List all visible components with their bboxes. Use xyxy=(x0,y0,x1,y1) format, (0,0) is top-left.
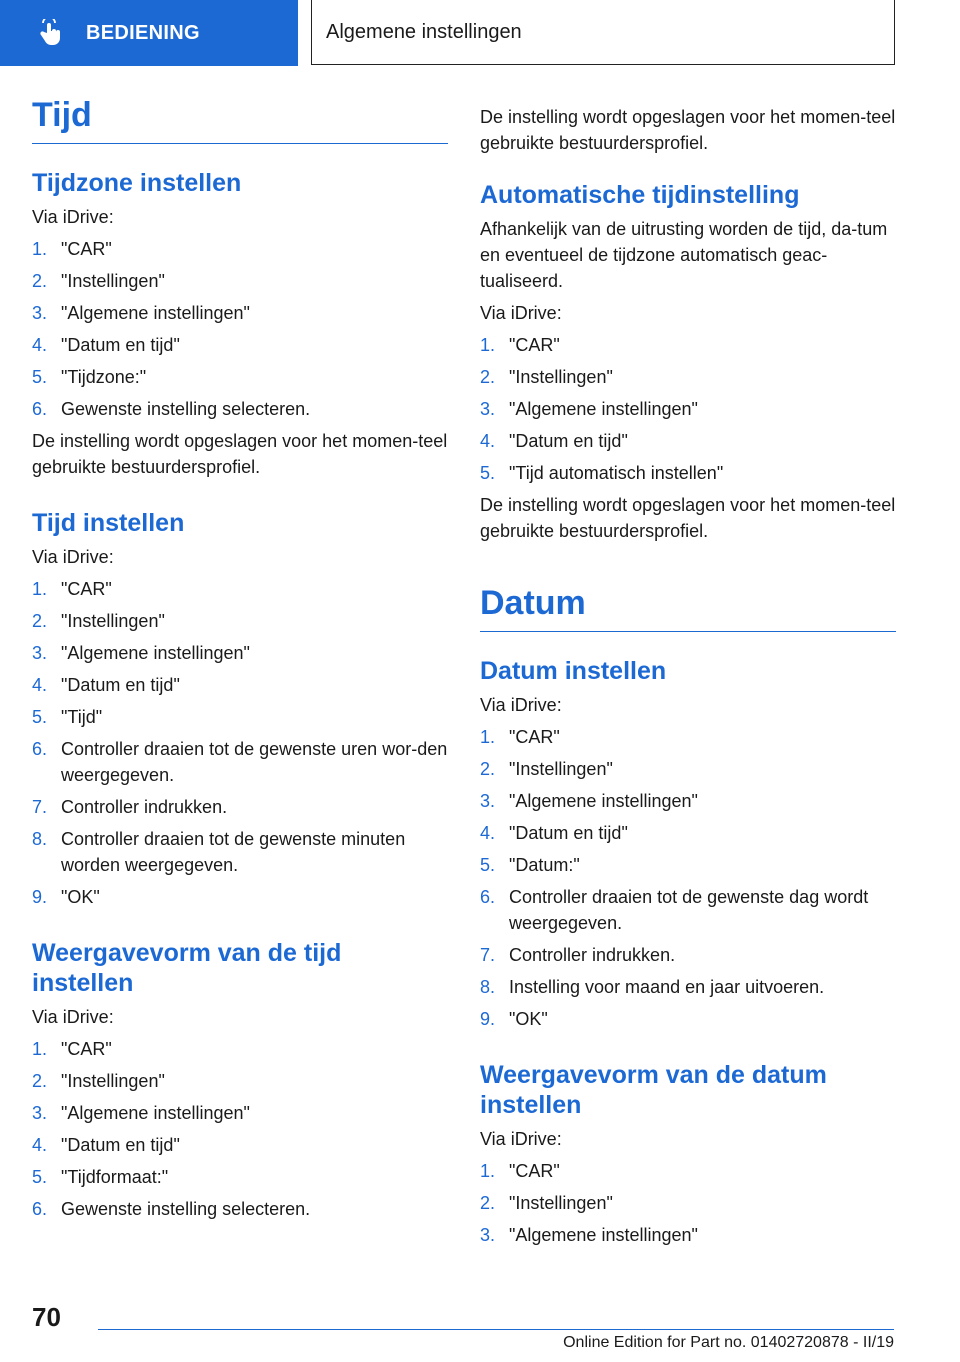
step-text: "Algemene instellingen" xyxy=(509,791,698,811)
step-number: 3. xyxy=(480,791,496,811)
list-item xyxy=(480,460,896,486)
step-text: "Instellingen" xyxy=(61,611,165,631)
step-number: 5. xyxy=(32,707,48,727)
step-number: 1. xyxy=(32,579,48,599)
list-item xyxy=(32,1068,448,1094)
step-number: 1. xyxy=(32,239,48,259)
note-text: De instelling wordt opgeslagen voor het momen-teel gebruikte bestuurdersprofiel. xyxy=(480,107,896,153)
step-text: "Datum en tijd" xyxy=(509,431,628,451)
list-item xyxy=(480,942,896,968)
step-number: 9. xyxy=(480,1009,496,1029)
subsection-tab xyxy=(311,0,895,65)
step-number: 4. xyxy=(480,823,496,843)
step-text: Controller draaien tot de gewenste uren wor-den weergegeven. xyxy=(61,739,448,785)
list-item xyxy=(32,640,448,666)
list-item xyxy=(32,1100,448,1126)
step-number: 4. xyxy=(32,1135,48,1155)
step-number: 4. xyxy=(480,431,496,451)
intro-text: Via iDrive: xyxy=(480,303,562,323)
list-item xyxy=(480,884,896,936)
step-number: 4. xyxy=(32,335,48,355)
list-item xyxy=(480,332,896,358)
step-text: Controller draaien tot de gewenste dag wordt weergegeven. xyxy=(509,887,869,933)
list-item xyxy=(32,672,448,698)
right-column xyxy=(480,104,896,1248)
list-item xyxy=(480,396,896,422)
list-item xyxy=(32,704,448,730)
intro-text: Via iDrive: xyxy=(480,1129,562,1149)
subsection-label: Algemene instellingen xyxy=(326,20,522,43)
intro-text: Via iDrive: xyxy=(32,1007,114,1027)
footer-edition: Online Edition for Part no. 01402720878 - II/19 xyxy=(563,1334,894,1351)
step-text: Controller indrukken. xyxy=(61,797,228,817)
step-text: "Instellingen" xyxy=(61,271,165,291)
step-text: "Datum en tijd" xyxy=(61,675,180,695)
list-item xyxy=(32,268,448,294)
step-text: "OK" xyxy=(61,887,100,907)
steps-weergave-tijd xyxy=(32,1036,448,1222)
step-number: 3. xyxy=(480,399,496,419)
step-number: 6. xyxy=(32,1199,48,1219)
intro-text: Via iDrive: xyxy=(480,695,562,715)
step-number: 9. xyxy=(32,887,48,907)
note-text: De instelling wordt opgeslagen voor het momen-teel gebruikte bestuurdersprofiel. xyxy=(32,431,448,477)
step-text: "Tijdzone:" xyxy=(61,367,147,387)
step-text: Gewenste instelling selecteren. xyxy=(61,399,311,419)
step-text: "CAR" xyxy=(509,727,560,747)
heading-automatische: Automatische tijdinstelling xyxy=(480,181,800,209)
steps-automatische xyxy=(480,332,896,486)
step-number: 8. xyxy=(32,829,48,849)
list-item xyxy=(480,756,896,782)
step-text: "Algemene instellingen" xyxy=(61,1103,250,1123)
step-number: 5. xyxy=(480,855,496,875)
step-text: "Algemene instellingen" xyxy=(509,1225,698,1245)
list-item xyxy=(480,1158,896,1184)
heading-weergave-tijd: Weergavevorm van de tijd instellen xyxy=(32,939,342,997)
step-number: 2. xyxy=(480,1193,496,1213)
list-item xyxy=(480,364,896,390)
section-label: BEDIENING xyxy=(86,21,200,44)
list-item xyxy=(32,794,448,820)
step-text: "CAR" xyxy=(509,335,560,355)
step-text: "Instellingen" xyxy=(61,1071,165,1091)
heading-weergave-datum: Weergavevorm van de datum instellen xyxy=(480,1061,827,1119)
step-number: 5. xyxy=(32,367,48,387)
list-item xyxy=(32,826,448,878)
step-text: Gewenste instelling selecteren. xyxy=(61,1199,311,1219)
step-text: Controller indrukken. xyxy=(509,945,676,965)
step-text: "CAR" xyxy=(61,1039,112,1059)
list-item xyxy=(32,364,448,390)
list-item xyxy=(32,300,448,326)
step-text: "Datum en tijd" xyxy=(61,1135,180,1155)
step-text: "Tijd automatisch instellen" xyxy=(509,463,724,483)
left-column xyxy=(32,96,448,1222)
list-item xyxy=(480,1222,896,1248)
step-number: 1. xyxy=(480,335,496,355)
list-item xyxy=(32,332,448,358)
step-number: 6. xyxy=(32,739,48,759)
list-item xyxy=(32,736,448,788)
step-number: 1. xyxy=(480,727,496,747)
heading-tijdzone: Tijdzone instellen xyxy=(32,169,242,197)
step-number: 4. xyxy=(32,675,48,695)
step-text: "Tijd" xyxy=(61,707,103,727)
step-number: 2. xyxy=(480,759,496,779)
step-number: 5. xyxy=(480,463,496,483)
steps-tijd xyxy=(32,576,448,910)
page-header xyxy=(0,0,960,66)
footer-divider xyxy=(98,1329,894,1330)
list-item xyxy=(32,1132,448,1158)
step-number: 5. xyxy=(32,1167,48,1187)
step-number: 7. xyxy=(480,945,496,965)
page-number: 70 xyxy=(32,1302,61,1332)
step-number: 8. xyxy=(480,977,496,997)
step-text: Controller draaien tot de gewenste minuten worden weergegeven. xyxy=(61,829,406,875)
list-item xyxy=(480,724,896,750)
step-text: "Instellingen" xyxy=(509,1193,613,1213)
step-text: "Instellingen" xyxy=(509,759,613,779)
step-text: "CAR" xyxy=(61,239,112,259)
steps-weergave-datum xyxy=(480,1158,896,1248)
step-number: 2. xyxy=(32,1071,48,1091)
list-item xyxy=(32,396,448,422)
step-number: 1. xyxy=(480,1161,496,1181)
list-item xyxy=(32,1164,448,1190)
step-text: "Algemene instellingen" xyxy=(61,643,250,663)
step-text: "Algemene instellingen" xyxy=(509,399,698,419)
list-item xyxy=(32,236,448,262)
step-text: "Datum en tijd" xyxy=(509,823,628,843)
chapter-title-tijd: Tijd xyxy=(32,96,448,144)
step-number: 3. xyxy=(32,303,48,323)
step-number: 1. xyxy=(32,1039,48,1059)
step-text: "Datum:" xyxy=(509,855,580,875)
steps-datum xyxy=(480,724,896,1032)
list-item xyxy=(480,820,896,846)
list-item xyxy=(32,884,448,910)
list-item xyxy=(480,1006,896,1032)
step-text: "CAR" xyxy=(509,1161,560,1181)
step-number: 6. xyxy=(32,399,48,419)
chapter-title-datum: Datum xyxy=(480,584,896,632)
heading-tijd: Tijd instellen xyxy=(32,509,185,537)
step-number: 3. xyxy=(32,1103,48,1123)
list-item xyxy=(480,1190,896,1216)
step-text: Instelling voor maand en jaar uitvoeren. xyxy=(509,977,825,997)
description-text: Afhankelijk van de uitrusting worden de tijd, da-tum en eventueel de tijdzone automatisch geac-tualiseerd. xyxy=(480,219,888,291)
step-text: "Datum en tijd" xyxy=(61,335,180,355)
hand-touch-icon xyxy=(38,19,66,47)
step-text: "Instellingen" xyxy=(509,367,613,387)
list-item xyxy=(32,1196,448,1222)
list-item xyxy=(32,608,448,634)
step-number: 2. xyxy=(32,611,48,631)
list-item xyxy=(32,1036,448,1062)
heading-datum: Datum instellen xyxy=(480,657,667,685)
step-number: 2. xyxy=(480,367,496,387)
step-number: 3. xyxy=(480,1225,496,1245)
list-item xyxy=(480,788,896,814)
step-number: 7. xyxy=(32,797,48,817)
list-item xyxy=(480,852,896,878)
step-number: 6. xyxy=(480,887,496,907)
list-item xyxy=(480,974,896,1000)
step-number: 2. xyxy=(32,271,48,291)
list-item xyxy=(480,428,896,454)
intro-text: Via iDrive: xyxy=(32,207,114,227)
intro-text: Via iDrive: xyxy=(32,547,114,567)
steps-tijdzone xyxy=(32,236,448,422)
step-text: "OK" xyxy=(509,1009,548,1029)
section-tab xyxy=(0,0,298,66)
step-text: "CAR" xyxy=(61,579,112,599)
note-text: De instelling wordt opgeslagen voor het momen-teel gebruikte bestuurdersprofiel. xyxy=(480,495,896,541)
step-text: "Tijdformaat:" xyxy=(61,1167,169,1187)
step-text: "Algemene instellingen" xyxy=(61,303,250,323)
list-item xyxy=(32,576,448,602)
step-number: 3. xyxy=(32,643,48,663)
